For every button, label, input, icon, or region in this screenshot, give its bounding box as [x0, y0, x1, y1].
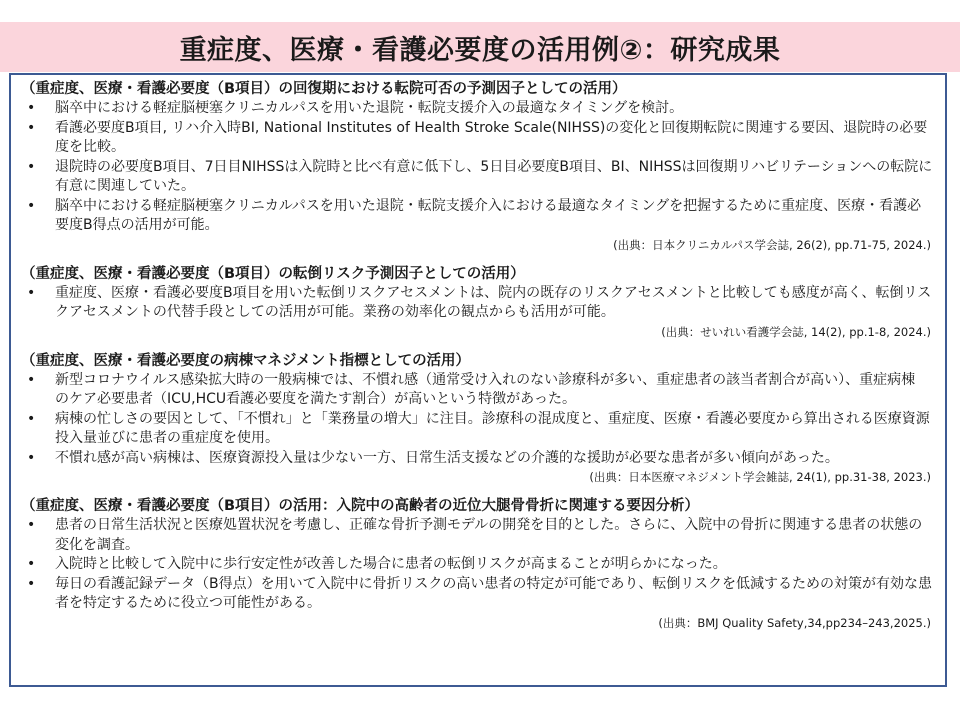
bullet-icon: •: [27, 119, 36, 136]
bullet-icon: •: [27, 449, 36, 466]
list-item: • 脳卒中における軽症脳梗塞クリニカルパスを用いた退院・転院支援介入における最適なタイミングを把握するために重症度、医療・看護必要度B得点の活用が可能。: [27, 197, 922, 233]
list-item: • 重症度、医療・看護必要度B項目を用いた転倒リスクアセスメントは、院内の既存のリスクアセスメントと比較しても感度が高く、転倒リスクアセスメントの代替手段としての活用が可能。業務の効率化の観点からも活用が可能。: [27, 284, 932, 320]
section-heading: （重症度、医療・看護必要度（B項目）の活用：入院中の高齢者の近位大腿骨骨折に関連する要因分析）: [21, 498, 700, 514]
bullet-icon: •: [27, 410, 36, 427]
bullet-icon: •: [27, 517, 36, 533]
section-heading: （重症度、医療・看護必要度（B項目）の回復期における転院可否の予測因子としての活用）: [21, 81, 627, 97]
list-item: • 退院時の必要度B項目、7日目NIHSSは入院時と比べ有意に低下し、5日目必要度B項目、BI、NIHSSは回復期リハビリテーションへの転院に有意に関連していた。: [27, 158, 933, 194]
section-heading: （重症度、医療・看護必要度の病棟マネジメント指標としての活用）: [21, 352, 471, 369]
source-citation: (出典：BMJ Quality Safety,34,pp234–243,2025.): [658, 615, 931, 630]
list-item: • 病棟の忙しさの要因として、「不慣れ」と「業務量の増大」に注目。診療科の混成度と、重症度、医療・看護必要度から算出される医療資源投入量並びに患者の重症度を使用。: [27, 410, 930, 446]
source-citation: (出典：せいれい看護学会誌, 14(2), pp.1-8, 2024.): [661, 324, 931, 339]
bullet-list: [25, 99, 933, 236]
list-item: • 看護必要度B項目, リハ介入時BI, National Institutes of Health Stroke Scale(NIHSS)の変化と回復期転院に関連する要因、退院時の必要度を比較。: [27, 119, 928, 155]
bullet-list: [25, 284, 933, 323]
bullet-icon: •: [27, 100, 36, 116]
source-citation: (出典：日本クリニカルパス学会誌, 26(2), pp.71-75, 2024.): [613, 237, 931, 252]
bullet-icon: •: [27, 556, 36, 572]
bullet-icon: •: [27, 158, 36, 175]
section-femur-fracture: [21, 496, 933, 632]
list-item: • 脳卒中における軽症脳梗塞クリニカルパスを用いた退院・転院支援介入の最適なタイミングを検討。: [25, 99, 933, 119]
list-item: • 新型コロナウイルス感染拡大時の一般病棟では、不慣れ感（通常受け入れのない診療科が多い、重症患者の該当者割合が高い）、重症病棟 のケア必要患者（ICU,HCU看護必要度を満たす割合）が高いという特徴があった。: [27, 371, 916, 407]
list-item: • 患者の日常生活状況と医療処置状況を考慮し、正確な骨折予測モデルの開発を目的とした。さらに、入院中の骨折に関連する患者の状態の変化を調査。: [27, 517, 923, 553]
page-title: 重症度、医療・看護必要度の活用例②：研究成果: [179, 34, 781, 66]
section-fall-risk: [21, 264, 933, 341]
bullet-icon: •: [27, 371, 36, 388]
source-citation: (出典：日本医療マネジメント学会雑誌, 24(1), pp.31-38, 2023.): [589, 470, 931, 484]
section-recovery-transfer: [21, 79, 933, 254]
section-heading: （重症度、医療・看護必要度（B項目）の転倒リスク予測因子としての活用）: [21, 265, 525, 282]
bullet-icon: •: [27, 284, 36, 301]
list-item: • 入院時と比較して入院中に歩行安定性が改善した場合に患者の転倒リスクが高まることが明らかになった。: [25, 555, 933, 575]
section-ward-management: [21, 351, 933, 487]
bullet-list: [25, 516, 933, 614]
bullet-icon: •: [27, 575, 36, 592]
list-item: • 不慣れ感が高い病棟は、医療資源投入量は少ない一方、日常生活支援などの介護的な援助が必要な患者が多い傾向があった。: [25, 449, 933, 469]
bullet-list: [25, 371, 933, 469]
content-panel: [9, 73, 947, 687]
title-bar: [0, 22, 960, 72]
list-item: • 毎日の看護記録データ（B得点）を用いて入院中に骨折リスクの高い患者の特定が可能であり、転倒リスクを低減するための対策が有効な患者を特定するために役立つ可能性がある。: [27, 575, 933, 611]
bullet-icon: •: [27, 197, 36, 214]
